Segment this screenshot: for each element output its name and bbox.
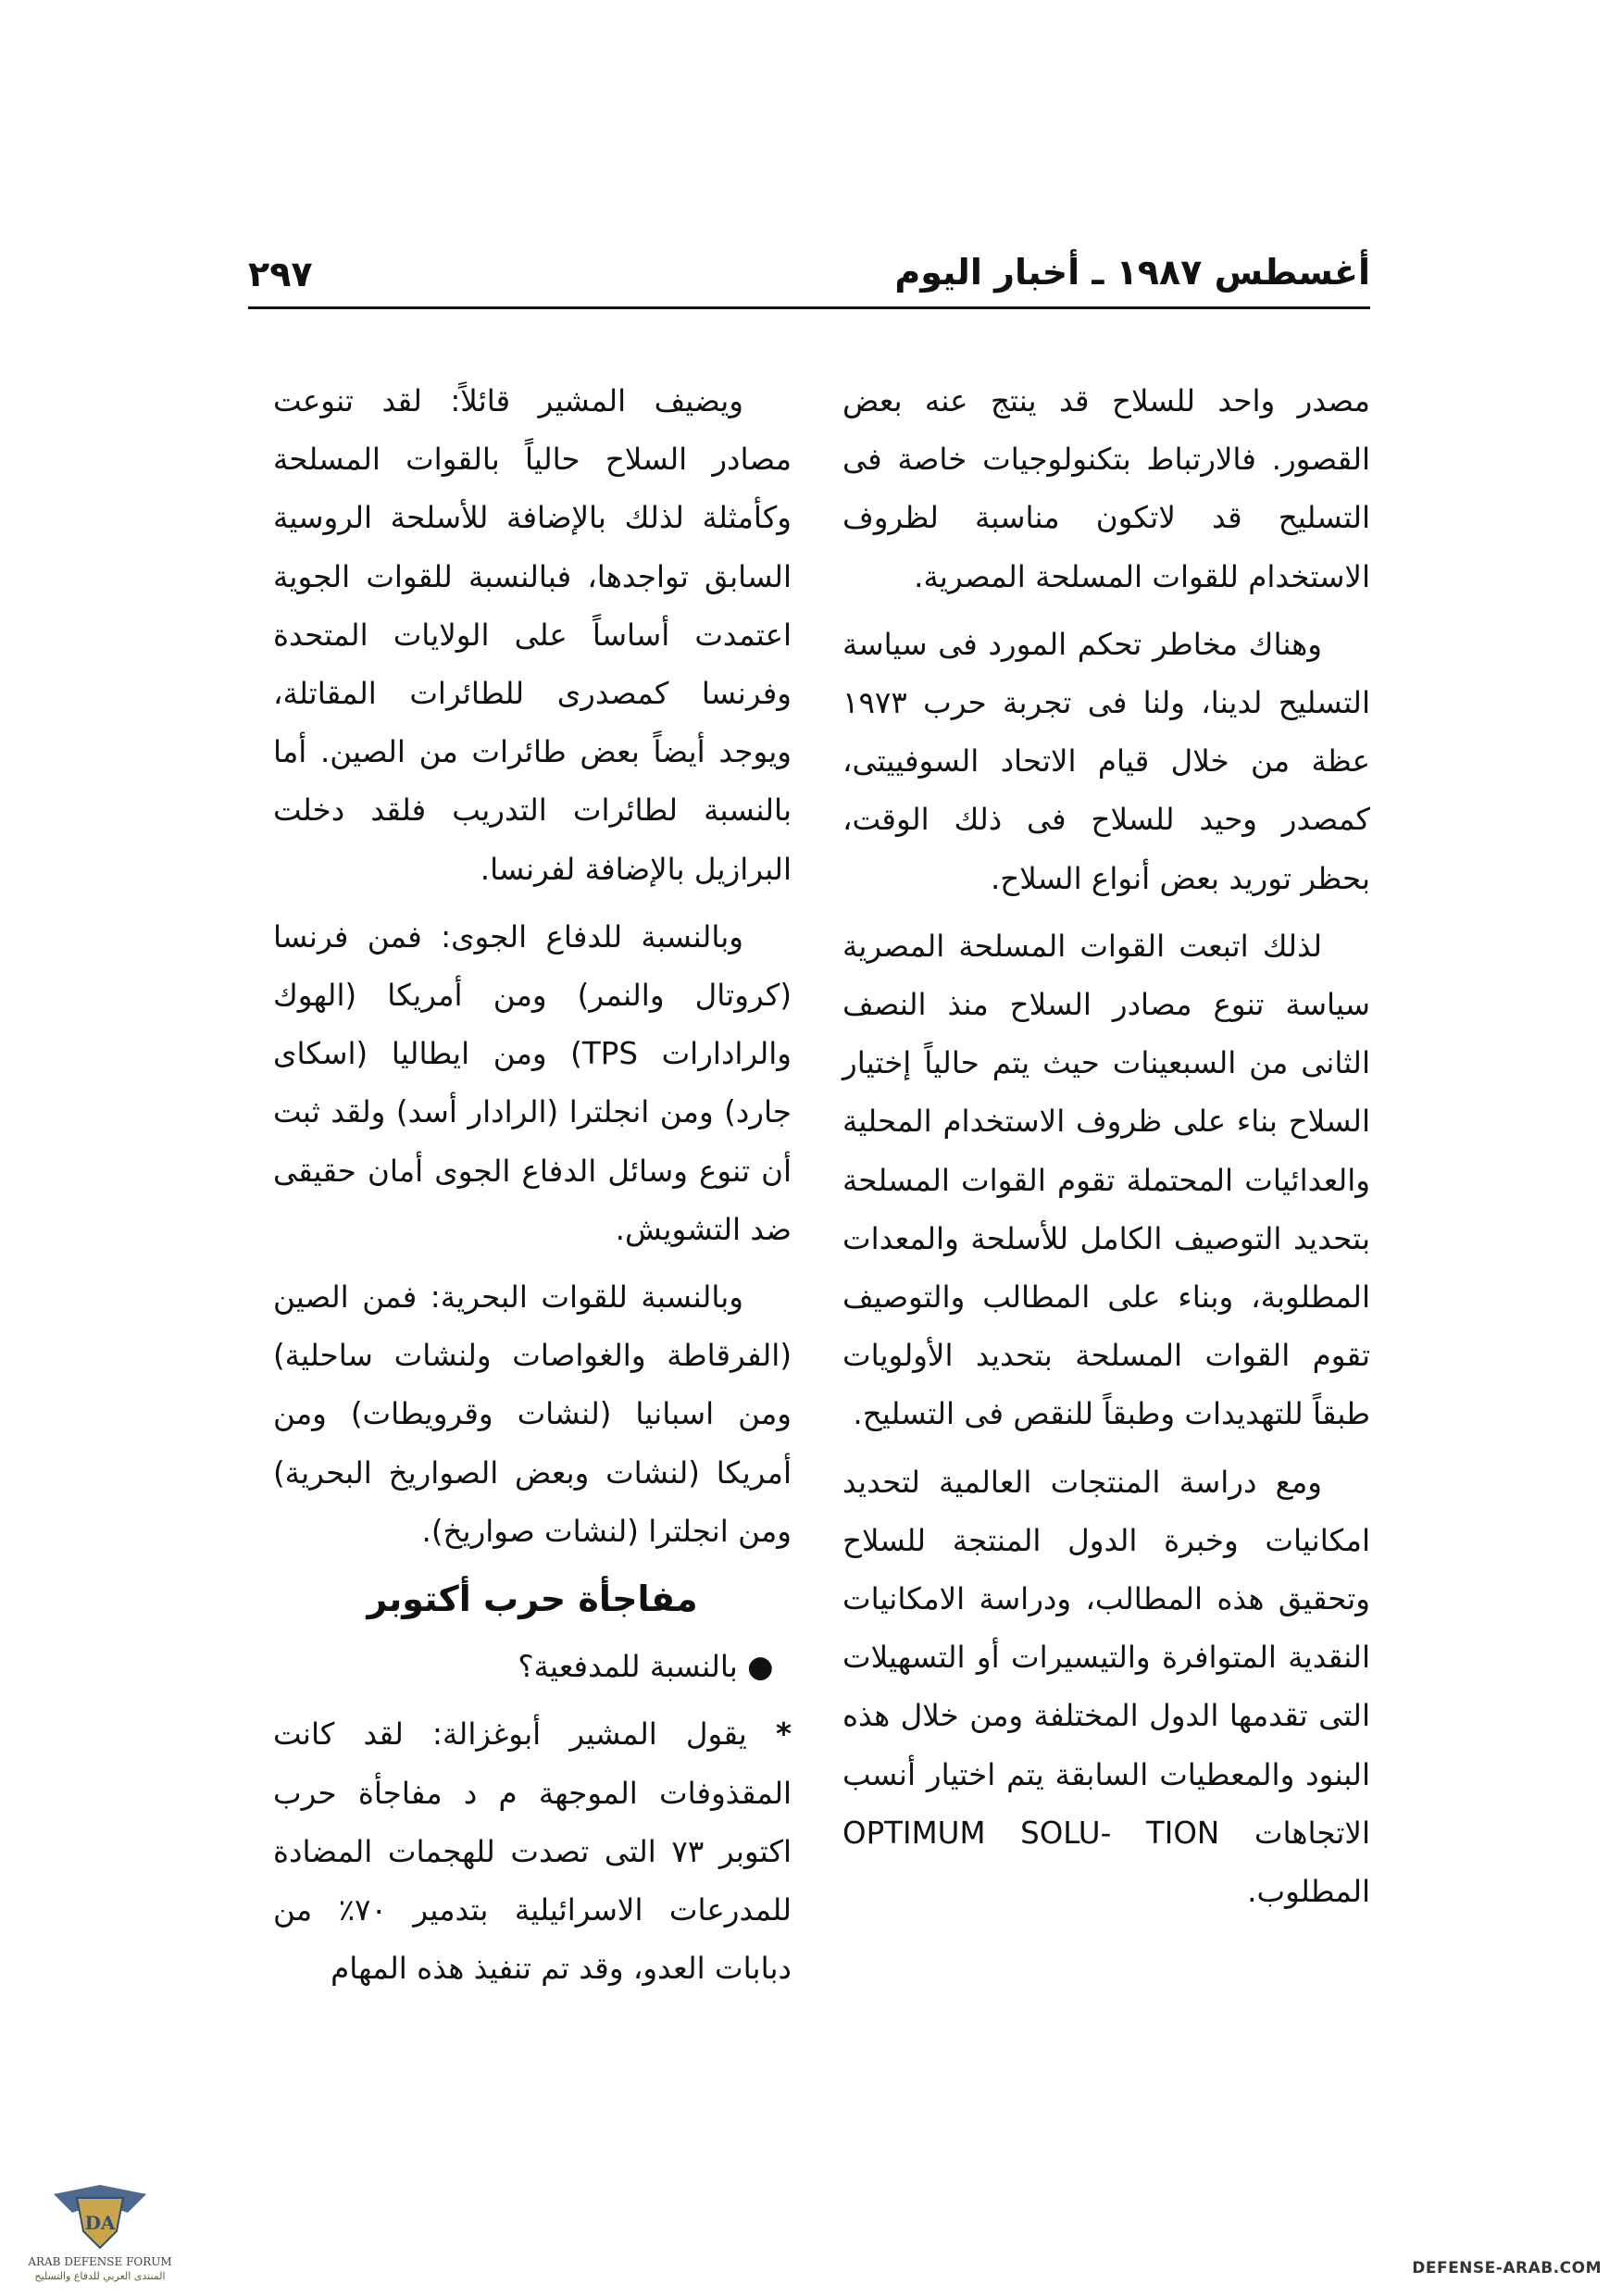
shield-emblem-icon xyxy=(26,2176,174,2259)
paragraph: لذلك اتبعت القوات المسلحة المصرية سياسة تنوع مصادر السلاح منذ النصف الثانى من السبعينات حيث يتم حالياً إختيار السلاح بناء على ظروف الاستخدام المحلية والعدائيات المحتملة تقوم القوات المسلحة بتحديد التوصيف الكامل للأسلحة والمعدات المطلوبة، وبناء على المطالب والتوصيف تقوم القوات المسلحة بتحديد الأولويات طبقاً للتهديدات وطبقاً للنقص فى التسليح. xyxy=(842,928,1370,1432)
star-icon: * xyxy=(776,1716,792,1753)
bullet-icon: ● xyxy=(747,1649,774,1685)
question-text: بالنسبة للمدفعية؟ xyxy=(518,1649,738,1685)
interview-answer xyxy=(273,1705,792,1998)
site-watermark: DEFENSE-ARAB.COM xyxy=(1412,2259,1602,2277)
section-subheading: مفاجأة حرب أكتوبر xyxy=(367,1578,698,1620)
forum-logo xyxy=(26,2176,174,2287)
paragraph: ويضيف المشير قائلاً: لقد تنوعت مصادر السلاح حالياً بالقوات المسلحة وكأمثلة لذلك بالإضافة للأسلحة الروسية السابق تواجدها، فبالنسبة للقوات الجوية اعتمدت أساساً على الولايات المتحدة وفرنسا كمصدرى للطائرات المقاتلة، ويوجد أيضاً بعض طائرات من الصين. أما بالنسبة لطائرات التدريب فلقد دخلت البرازيل بالإضافة لفرنسا. xyxy=(273,383,792,887)
paragraph: وبالنسبة للدفاع الجوى: فمن فرنسا (كروتال والنمر) ومن أمريكا (الهوك والرادارات TPS) ومن ايطاليا (اسكاى جارد) ومن انجلترا (الرادار أسد) ولقد ثبت أن تنوع وسائل الدفاع الجوى أمان حقيقى ضد التشويش. xyxy=(273,918,792,1247)
right-column xyxy=(842,372,1370,1930)
page-header xyxy=(248,250,1370,309)
paragraph: وبالنسبة للقوات البحرية: فمن الصين (الفرقاطة والغواصات ولنشات ساحلية) ومن اسبانيا (لنشات وقرويطات) ومن أمريكا (لنشات وبعض الصواريخ البحرية) ومن انجلترا (لنشات صواريخ). xyxy=(273,1279,792,1549)
logo-initials: DA xyxy=(84,2212,116,2234)
paragraph: مصدر واحد للسلاح قد ينتج عنه بعض القصور. فالارتباط بتكنولوجيات خاصة فى التسليح قد لاتكون مناسبة لظروف الاستخدام للقوات المسلحة المصرية. xyxy=(842,383,1370,594)
logo-subtitle: المنتدى العربي للدفاع والتسليح xyxy=(34,2270,166,2282)
paragraph: وهناك مخاطر تحكم المورد فى سياسة التسليح لدينا، ولنا فى تجربة حرب ١٩٧٣ عظة من خلال قيام الاتحاد السوفييتى، كمصدر وحيد للسلاح فى ذلك الوقت، بحظر توريد بعض أنواع السلاح. xyxy=(842,626,1370,896)
logo-name: ARAB DEFENSE FORUM xyxy=(28,2255,172,2268)
header-rule xyxy=(248,306,1370,309)
page-number: ٢٩٧ xyxy=(248,254,313,294)
left-column xyxy=(273,372,792,2007)
answer-text: يقول المشير أبوغزالة: لقد كانت المقذوفات الموجهة م د مفاجأة حرب اكتوبر ٧٣ التى تصدت للهجمات المضادة للمدرعات الاسرائيلية بتدمير ٧٠٪ من دبابات العدو، وقد تم تنفيذ هذه المهام xyxy=(273,1716,792,1987)
running-title: أغسطس ١٩٨٧ ـ أخبار اليوم xyxy=(894,252,1370,293)
paragraph: ومع دراسة المنتجات العالمية لتحديد امكانيات وخبرة الدول المنتجة للسلاح وتحقيق هذه المطالب، ودراسة الامكانيات النقدية المتوافرة والتيسيرات أو التسهيلات التى تقدمها الدول المختلفة ومن خلال هذه البنود والمعطيات السابقة يتم اختيار أنسب الاتجاهات OPTIMUM SOLU- TION المطلوب. xyxy=(842,1464,1370,1910)
interview-question xyxy=(273,1638,792,1696)
